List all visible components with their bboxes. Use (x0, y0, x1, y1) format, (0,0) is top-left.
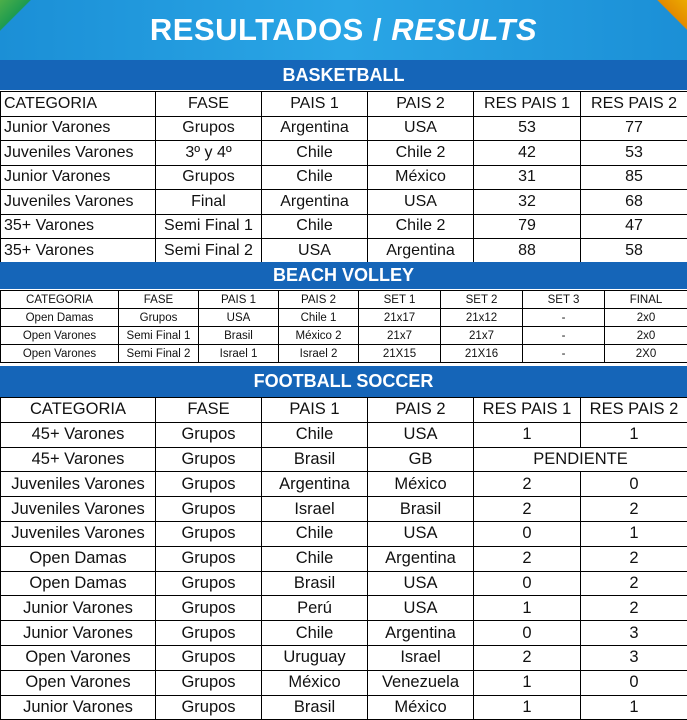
table-cell: Semi Final 2 (119, 345, 199, 363)
table-cell: Israel 1 (199, 345, 279, 363)
table-cell: 2 (581, 571, 687, 596)
table-cell: 3 (581, 621, 687, 646)
table-cell: Open Varones (1, 645, 156, 670)
table-cell: 85 (581, 165, 687, 190)
table-cell: Open Varones (1, 670, 156, 695)
table-cell: Grupos (156, 621, 262, 646)
table-cell: Open Damas (1, 546, 156, 571)
table-cell: Argentina (262, 116, 368, 141)
table-row (1, 695, 687, 720)
table-row (1, 345, 687, 363)
table-cell: GB (368, 447, 474, 472)
column-header: RES PAIS 2 (581, 92, 687, 117)
table-cell: Grupos (156, 497, 262, 522)
results-header (0, 0, 687, 60)
table-cell: 1 (474, 422, 581, 447)
table-cell: Israel 2 (279, 345, 359, 363)
table-row (1, 165, 687, 190)
table-cell: Grupos (156, 546, 262, 571)
table-row (1, 497, 687, 522)
table-cell: 1 (474, 670, 581, 695)
table-cell: Grupos (156, 645, 262, 670)
table-cell: Grupos (156, 521, 262, 546)
table-row (1, 239, 687, 264)
table-row (1, 190, 687, 215)
table-cell: Brasil (262, 571, 368, 596)
column-header: RES PAIS 1 (474, 398, 581, 423)
table-cell: 42 (474, 141, 581, 166)
table-cell: Juveniles Varones (1, 190, 156, 215)
page-title: RESULTADOS / RESULTS (149, 12, 538, 47)
table-cell: Junior Varones (1, 165, 156, 190)
table-cell: Chile (262, 621, 368, 646)
header-row (1, 291, 687, 309)
column-header: CATEGORIA (1, 398, 156, 423)
table-cell: Junior Varones (1, 695, 156, 720)
table-cell: 2X0 (605, 345, 687, 363)
table-cell: Chile (262, 521, 368, 546)
table-cell: 45+ Varones (1, 422, 156, 447)
table-cell: 2x0 (605, 309, 687, 327)
header-row (1, 92, 687, 117)
table-cell: 58 (581, 239, 687, 264)
table-cell: 77 (581, 116, 687, 141)
column-header: RES PAIS 1 (474, 92, 581, 117)
table-cell: Juveniles Varones (1, 521, 156, 546)
table-cell: 35+ Varones (1, 214, 156, 239)
table-cell: Grupos (156, 596, 262, 621)
table-row (1, 521, 687, 546)
table-cell: Brasil (262, 447, 368, 472)
table-cell: 32 (474, 190, 581, 215)
table-cell: USA (368, 521, 474, 546)
football-table (0, 397, 687, 720)
column-header: FASE (156, 92, 262, 117)
table-cell: 1 (474, 695, 581, 720)
column-header: SET 2 (441, 291, 523, 309)
table-cell: Uruguay (262, 645, 368, 670)
table-row (1, 116, 687, 141)
table-cell: Juveniles Varones (1, 141, 156, 166)
table-cell: Brasil (368, 497, 474, 522)
column-header: FASE (119, 291, 199, 309)
column-header: SET 3 (523, 291, 605, 309)
table-cell: 2 (474, 645, 581, 670)
header-row (1, 398, 687, 423)
table-cell: 2x0 (605, 327, 687, 345)
table-cell: Chile (262, 546, 368, 571)
table-cell: Chile (262, 165, 368, 190)
table-cell: Chile (262, 141, 368, 166)
table-cell: 0 (474, 571, 581, 596)
table-row (1, 447, 687, 472)
table-cell: 2 (581, 546, 687, 571)
table-cell: 0 (581, 472, 687, 497)
table-cell: Chile 2 (368, 141, 474, 166)
table-row (1, 546, 687, 571)
table-cell: 1 (581, 422, 687, 447)
table-cell: México (262, 670, 368, 695)
table-cell: 2 (581, 596, 687, 621)
table-cell: Grupos (156, 670, 262, 695)
table-cell: Perú (262, 596, 368, 621)
table-row (1, 670, 687, 695)
table-cell: 3 (581, 645, 687, 670)
table-cell: Open Varones (1, 327, 119, 345)
column-header: CATEGORIA (1, 92, 156, 117)
table-cell: Argentina (262, 472, 368, 497)
table-cell: 21x12 (441, 309, 523, 327)
table-cell: México (368, 472, 474, 497)
table-row (1, 472, 687, 497)
table-cell: USA (199, 309, 279, 327)
table-cell: - (523, 345, 605, 363)
table-cell: Grupos (156, 447, 262, 472)
table-cell: Chile (262, 214, 368, 239)
table-cell: 1 (581, 695, 687, 720)
table-cell: - (523, 309, 605, 327)
table-cell: Open Damas (1, 309, 119, 327)
table-row (1, 621, 687, 646)
column-header: PAIS 2 (279, 291, 359, 309)
table-cell: Grupos (156, 695, 262, 720)
table-cell: 21X16 (441, 345, 523, 363)
table-cell: USA (368, 116, 474, 141)
table-cell: Chile 1 (279, 309, 359, 327)
beach-volley-title: BEACH VOLLEY (0, 262, 687, 289)
table-cell: México 2 (279, 327, 359, 345)
table-cell: 0 (474, 621, 581, 646)
table-cell: Semi Final 1 (119, 327, 199, 345)
table-cell: Open Varones (1, 345, 119, 363)
table-cell: Grupos (156, 116, 262, 141)
table-row (1, 422, 687, 447)
table-cell: 0 (581, 670, 687, 695)
column-header: FINAL (605, 291, 687, 309)
table-cell: 21X15 (359, 345, 441, 363)
column-header: PAIS 2 (368, 92, 474, 117)
table-cell: Argentina (368, 621, 474, 646)
table-cell: 88 (474, 239, 581, 264)
table-cell: 53 (474, 116, 581, 141)
table-cell: Semi Final 1 (156, 214, 262, 239)
table-cell: 2 (474, 472, 581, 497)
table-cell: 21x7 (441, 327, 523, 345)
table-cell: Grupos (156, 571, 262, 596)
table-row (1, 309, 687, 327)
table-cell: 1 (581, 521, 687, 546)
football-title: FOOTBALL SOCCER (0, 366, 687, 397)
table-cell: 53 (581, 141, 687, 166)
table-cell: - (523, 327, 605, 345)
table-row (1, 141, 687, 166)
table-cell: 79 (474, 214, 581, 239)
column-header: FASE (156, 398, 262, 423)
table-cell: 21x17 (359, 309, 441, 327)
table-cell: Final (156, 190, 262, 215)
basketball-title: BASKETBALL (0, 60, 687, 90)
table-cell: Junior Varones (1, 116, 156, 141)
table-cell: Argentina (368, 239, 474, 264)
table-cell: Brasil (262, 695, 368, 720)
column-header: CATEGORIA (1, 291, 119, 309)
table-cell: Argentina (262, 190, 368, 215)
table-cell: Chile (262, 422, 368, 447)
table-cell: Juveniles Varones (1, 472, 156, 497)
column-header: PAIS 1 (262, 92, 368, 117)
column-header: SET 1 (359, 291, 441, 309)
table-cell: USA (368, 190, 474, 215)
table-cell: USA (368, 596, 474, 621)
table-row (1, 214, 687, 239)
table-cell: México (368, 695, 474, 720)
table-cell: Chile 2 (368, 214, 474, 239)
table-cell: Open Damas (1, 571, 156, 596)
table-cell: México (368, 165, 474, 190)
table-cell: 68 (581, 190, 687, 215)
table-cell: 31 (474, 165, 581, 190)
table-cell: Grupos (156, 165, 262, 190)
table-cell: Brasil (199, 327, 279, 345)
table-cell: Venezuela (368, 670, 474, 695)
table-cell: Grupos (156, 422, 262, 447)
table-row (1, 596, 687, 621)
table-row (1, 645, 687, 670)
basketball-table (0, 91, 687, 264)
table-cell: USA (262, 239, 368, 264)
table-cell: Grupos (156, 472, 262, 497)
table-row (1, 327, 687, 345)
table-cell: Grupos (119, 309, 199, 327)
table-cell: Argentina (368, 546, 474, 571)
table-cell: USA (368, 422, 474, 447)
table-cell: 3º y 4º (156, 141, 262, 166)
table-cell: 21x7 (359, 327, 441, 345)
column-header: PAIS 1 (262, 398, 368, 423)
column-header: PAIS 1 (199, 291, 279, 309)
table-row (1, 571, 687, 596)
table-cell: 45+ Varones (1, 447, 156, 472)
table-cell: Israel (368, 645, 474, 670)
table-cell: 1 (474, 596, 581, 621)
table-cell: USA (368, 571, 474, 596)
beach-volley-table (0, 290, 687, 363)
column-header: RES PAIS 2 (581, 398, 687, 423)
table-cell: Semi Final 2 (156, 239, 262, 264)
table-cell: Israel (262, 497, 368, 522)
table-cell: 0 (474, 521, 581, 546)
table-cell: Juveniles Varones (1, 497, 156, 522)
table-cell: Junior Varones (1, 621, 156, 646)
table-cell: 2 (474, 546, 581, 571)
pending-status: PENDIENTE (474, 447, 687, 472)
table-cell: 47 (581, 214, 687, 239)
table-cell: 2 (581, 497, 687, 522)
table-cell: 2 (474, 497, 581, 522)
column-header: PAIS 2 (368, 398, 474, 423)
table-cell: Junior Varones (1, 596, 156, 621)
table-cell: 35+ Varones (1, 239, 156, 264)
